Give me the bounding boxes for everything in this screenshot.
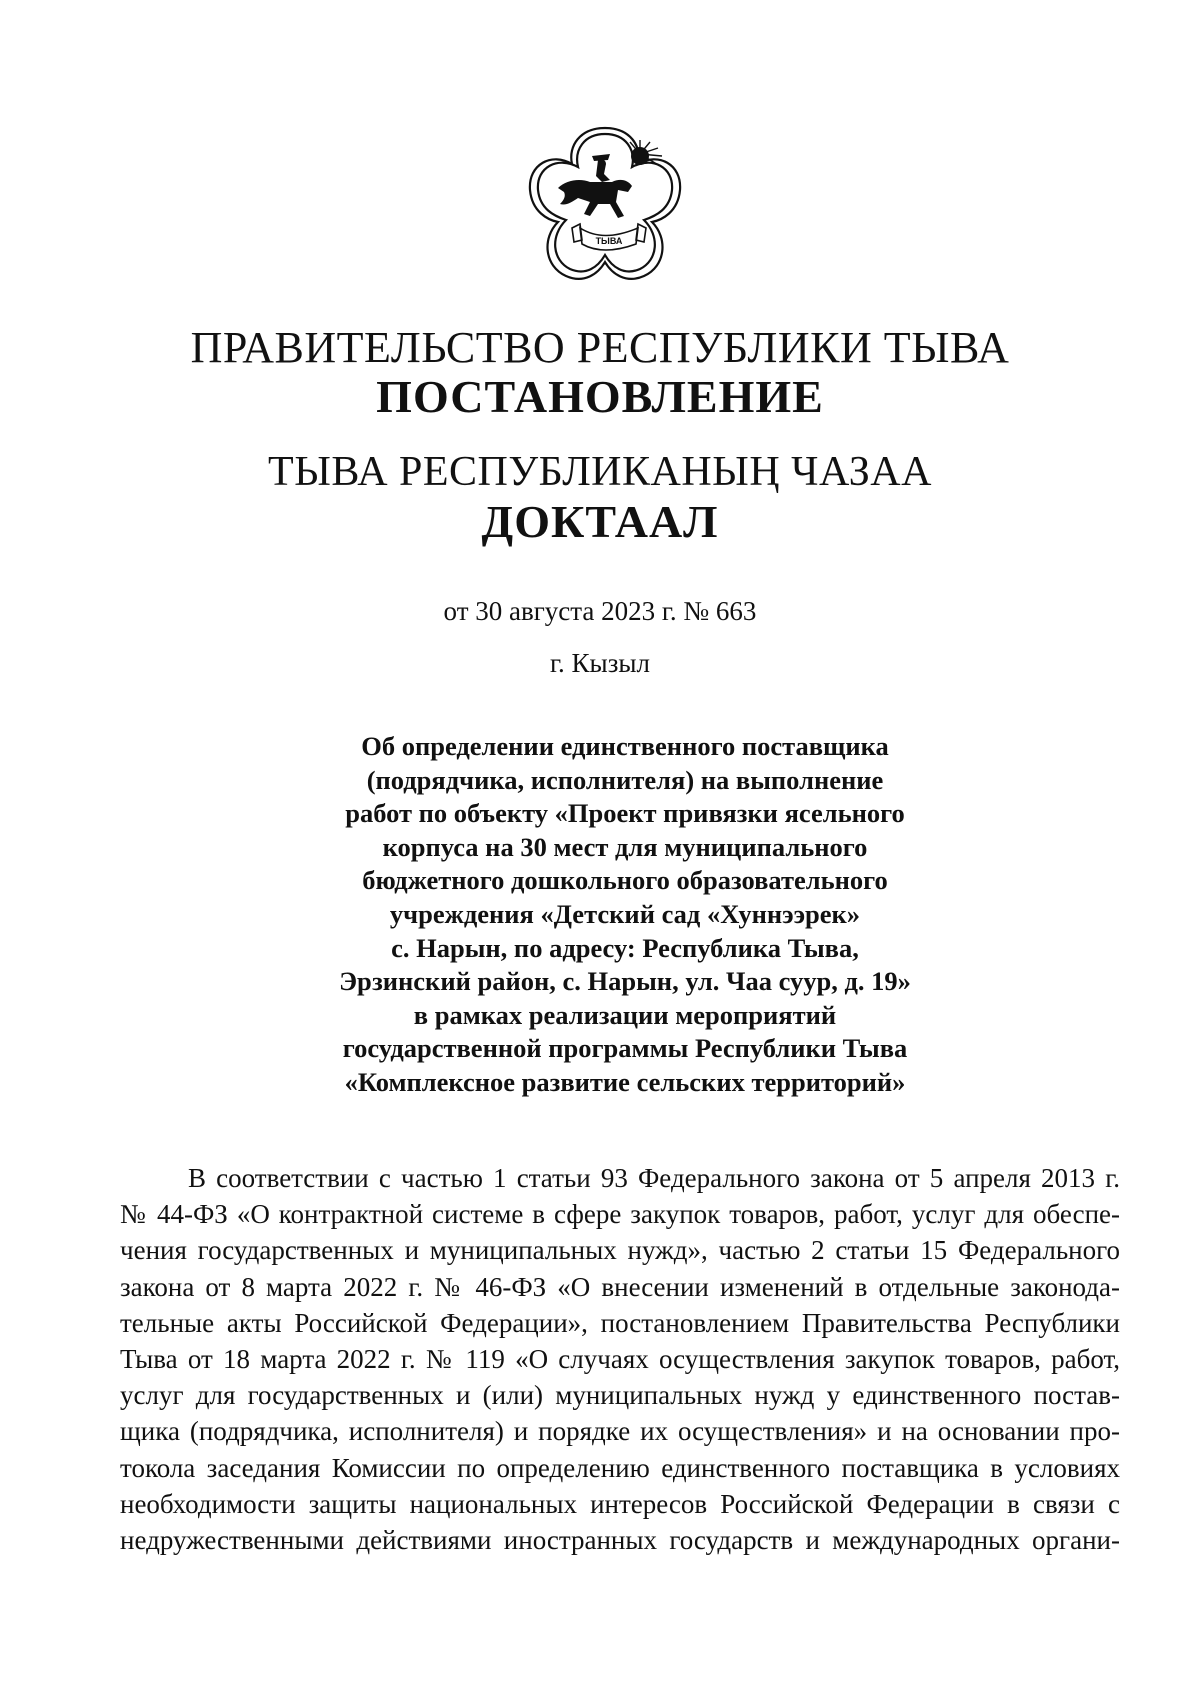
document-type-tv: ДОКТААЛ bbox=[481, 496, 719, 547]
body-line: чения государственных и муниципальных нужд», частью 2 статьи 15 Федерального bbox=[120, 1235, 1120, 1266]
body-line: Тыва от 18 марта 2022 г. № 119 «О случаях осуществления закупок товаров, работ, bbox=[120, 1344, 1120, 1375]
body-line: закона от 8 марта 2022 г. № 46-ФЗ «О внесении изменений в отдельные законода- bbox=[120, 1271, 1120, 1302]
subject-line: Об определении единственного поставщика bbox=[361, 731, 889, 761]
document-city: г. Кызыл bbox=[550, 648, 650, 678]
subject-line: «Комплексное развитие сельских территорий» bbox=[344, 1066, 906, 1097]
body-line: услуг для государственных и (или) муниципальных нужд у единственного постав- bbox=[120, 1380, 1120, 1411]
body-line: необходимости защиты национальных интересов Российской Федерации в связи с bbox=[120, 1488, 1120, 1519]
subject-line: учреждения «Детский сад «Хуннээрек» bbox=[389, 898, 861, 929]
body-line: № 44-ФЗ «О контрактной системе в сфере закупок товаров, работ, услуг для обеспе- bbox=[120, 1199, 1120, 1230]
document-body-paragraph bbox=[120, 1160, 1120, 1558]
body-line: В соответствии с частью 1 статьи 93 Федерального закона от 5 апреля 2013 г. bbox=[188, 1163, 1120, 1193]
document-type-ru: ПОСТАНОВЛЕНИЕ bbox=[376, 371, 824, 422]
subject-line: государственной программы Республики Тыва bbox=[342, 1033, 908, 1064]
subject-line: (подрядчика, исполнителя) на выполнение bbox=[366, 764, 884, 795]
subject-line: в рамках реализации мероприятий bbox=[413, 999, 837, 1030]
document-subject bbox=[300, 730, 950, 1100]
body-line: щика (подрядчика, исполнителя) и порядке их осуществления» и на основании про- bbox=[120, 1416, 1120, 1447]
subject-line: с. Нарын, по адресу: Республика Тыва, bbox=[391, 932, 859, 963]
body-line: токола заседания Комиссии по определению единственного поставщика в условиях bbox=[120, 1452, 1120, 1483]
coat-of-arms-emblem bbox=[520, 120, 690, 290]
government-name-ru: ПРАВИТЕЛЬСТВО РЕСПУБЛИКИ ТЫВА bbox=[190, 323, 1010, 372]
svg-text:ТЫВА: ТЫВА bbox=[595, 236, 623, 246]
body-line: недружественными действиями иностранных государств и международных органи- bbox=[120, 1525, 1120, 1556]
subject-line: Эрзинский район, с. Нарын, ул. Чаа суур, д. 19» bbox=[339, 966, 911, 997]
subject-line: бюджетного дошкольного образовательного bbox=[362, 865, 888, 896]
subject-line: корпуса на 30 мест для муниципального bbox=[382, 831, 868, 862]
government-name-tv: ТЫВА РЕСПУБЛИКАНЫҢ ЧАЗАА bbox=[268, 449, 932, 495]
body-line: тельные акты Российской Федерации», постановлением Правительства Республики bbox=[120, 1307, 1120, 1338]
document-date-number: от 30 августа 2023 г. № 663 bbox=[443, 596, 757, 626]
subject-line: работ по объекту «Проект привязки ясельного bbox=[345, 798, 905, 829]
